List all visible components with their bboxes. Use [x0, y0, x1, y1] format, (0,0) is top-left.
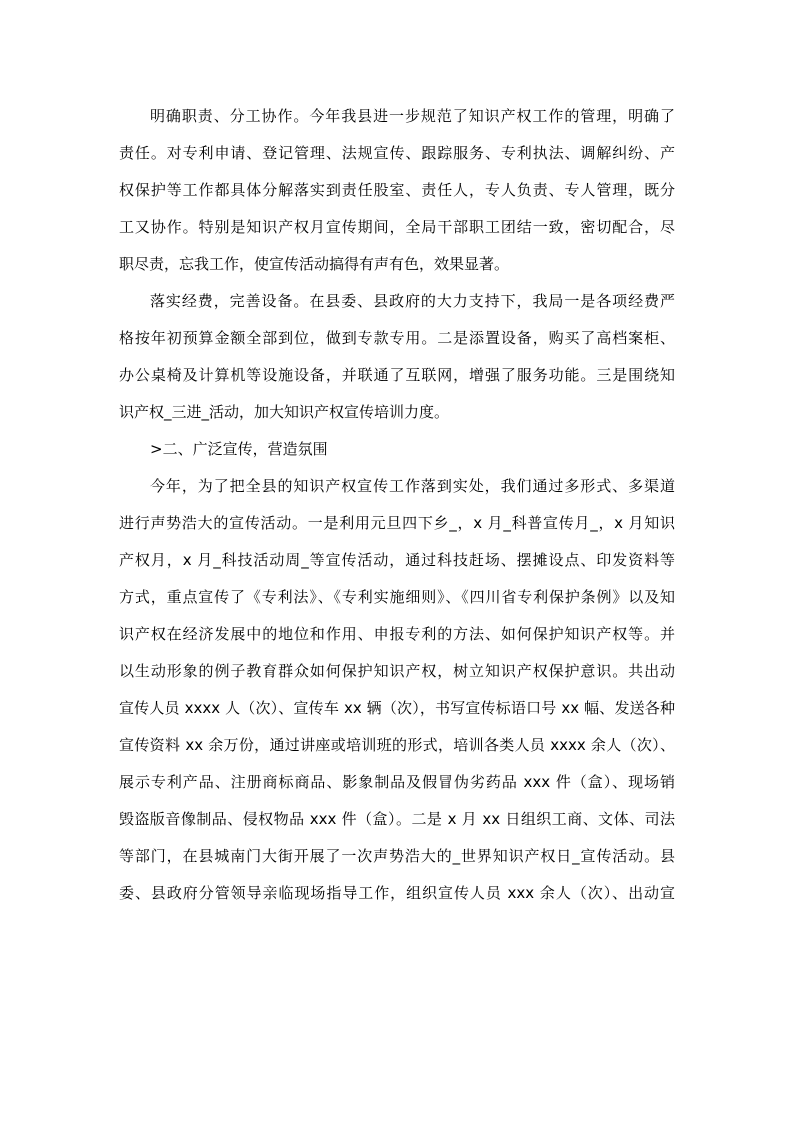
text-line: 展示专利产品、注册商标商品、影象制品及假冒伪劣药品 xxx 件（盒）、现场销 [119, 773, 675, 791]
text-line: 进行声势浩大的宣传活动。一是利用元旦四下乡_，x 月_科普宣传月_，x 月知识 [119, 514, 675, 532]
text-line: 明确职责、分工协作。今年我县进一步规范了知识产权工作的管理，明确了 [150, 107, 675, 125]
text-line: 识产权_三进_活动，加大知识产权宣传培训力度。 [119, 403, 450, 421]
text-line: 宣传资料 xx 余万份，通过讲座或培训班的形式，培训各类人员 xxxx 余人（次）、 [119, 736, 675, 754]
text-line: 产权月，x 月_科技活动周_等宣传活动，通过科技赶场、摆摊设点、印发资料等 [119, 551, 675, 569]
paragraph-publicity [119, 468, 675, 912]
text-line: 委、县政府分管领导亲临现场指导工作，组织宣传人员 xxx 余人（次）、出动宣 [119, 884, 675, 902]
text-line: 职尽责，忘我工作，使宣传活动搞得有声有色，效果显著。 [119, 255, 510, 273]
text-line: 宣传人员 xxxx 人（次）、宣传车 xx 辆（次），书写宣传标语口号 xx 幅、发送各种 [119, 699, 675, 717]
text-line: 责任。对专利申请、登记管理、法规宣传、跟踪服务、专利执法、调解纠纷、产 [119, 144, 675, 162]
text-line: 落实经费，完善设备。在县委、县政府的大力支持下，我局一是各项经费严 [150, 292, 675, 310]
text-line: 今年，为了把全县的知识产权宣传工作落到实处，我们通过多形式、多渠道 [150, 477, 675, 495]
paragraph-funding [119, 283, 675, 431]
section-heading: >二、广泛宣传，营造氛围 [150, 440, 328, 458]
text-line: 工又协作。特别是知识产权月宣传期间，全局干部职工团结一致，密切配合，尽 [119, 218, 675, 236]
paragraph-responsibilities [119, 98, 675, 283]
document-body [119, 98, 675, 912]
text-line: 等部门，在县城南门大街开展了一次声势浩大的_世界知识产权日_宣传活动。县 [119, 847, 675, 865]
text-line: 格按年初预算金额全部到位，做到专款专用。二是添置设备，购买了高档案柜、 [119, 329, 675, 347]
text-line: 权保护等工作都具体分解落实到责任股室、责任人，专人负责、专人管理，既分 [119, 181, 675, 199]
text-line: 毁盗版音像制品、侵权物品 xxx 件（盒）。二是 x 月 xx 日组织工商、文体、司法 [119, 810, 675, 828]
text-line: 识产权在经济发展中的地位和作用、申报专利的方法、如何保护知识产权等。并 [119, 625, 675, 643]
text-line: 方式，重点宣传了《专利法》、《专利实施细则》、《四川省专利保护条例》以及知 [119, 588, 675, 606]
text-line: 以生动形象的例子教育群众如何保护知识产权，树立知识产权保护意识。共出动 [119, 662, 675, 680]
text-line: 办公桌椅及计算机等设施设备，并联通了互联网，增强了服务功能。三是围绕知 [119, 366, 675, 384]
